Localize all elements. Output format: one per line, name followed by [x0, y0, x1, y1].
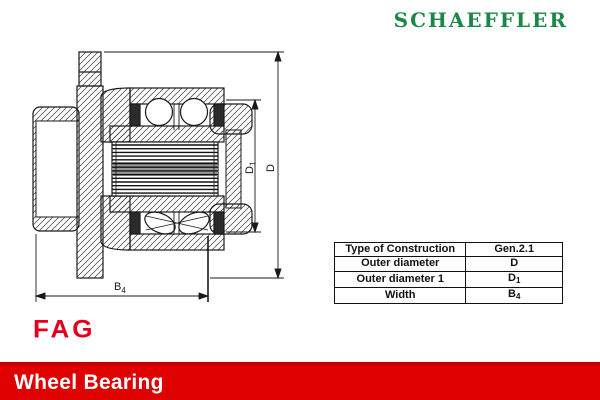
- spec-value-cell: $B_4$: [466, 287, 563, 303]
- table-row: [335, 243, 563, 257]
- spec-value-cell: $D_1$: [466, 271, 563, 287]
- fag-logo: FAG: [33, 314, 96, 344]
- dim-label-d1: $D_1$: [244, 161, 258, 174]
- spec-value-cell: Gen.2.1: [466, 243, 563, 257]
- spec-label-cell: Outer diameter 1: [335, 271, 466, 287]
- seal-left: [130, 104, 140, 126]
- product-title: Wheel Bearing: [14, 370, 164, 394]
- product-category-banner: [0, 362, 600, 400]
- table-row: [335, 287, 563, 303]
- table-row: [335, 257, 563, 271]
- table-row: [335, 271, 563, 287]
- ball: [146, 99, 173, 126]
- spec-label-cell: Type of Construction: [335, 243, 466, 257]
- spec-value-cell: D: [466, 257, 563, 271]
- seal-right: [214, 104, 224, 126]
- seal-right: [214, 212, 224, 234]
- schaeffler-logo: SCHAEFFLER: [393, 8, 568, 32]
- dim-label-b4: $B_4$: [114, 281, 126, 295]
- dim-label-d: D: [265, 164, 277, 172]
- spec-label-cell: Outer diameter: [335, 257, 466, 271]
- spec-label-cell: Width: [335, 287, 466, 303]
- spline-section: [112, 142, 218, 196]
- spec-table: [334, 242, 563, 304]
- seal-left: [130, 212, 140, 234]
- ball: [181, 99, 208, 126]
